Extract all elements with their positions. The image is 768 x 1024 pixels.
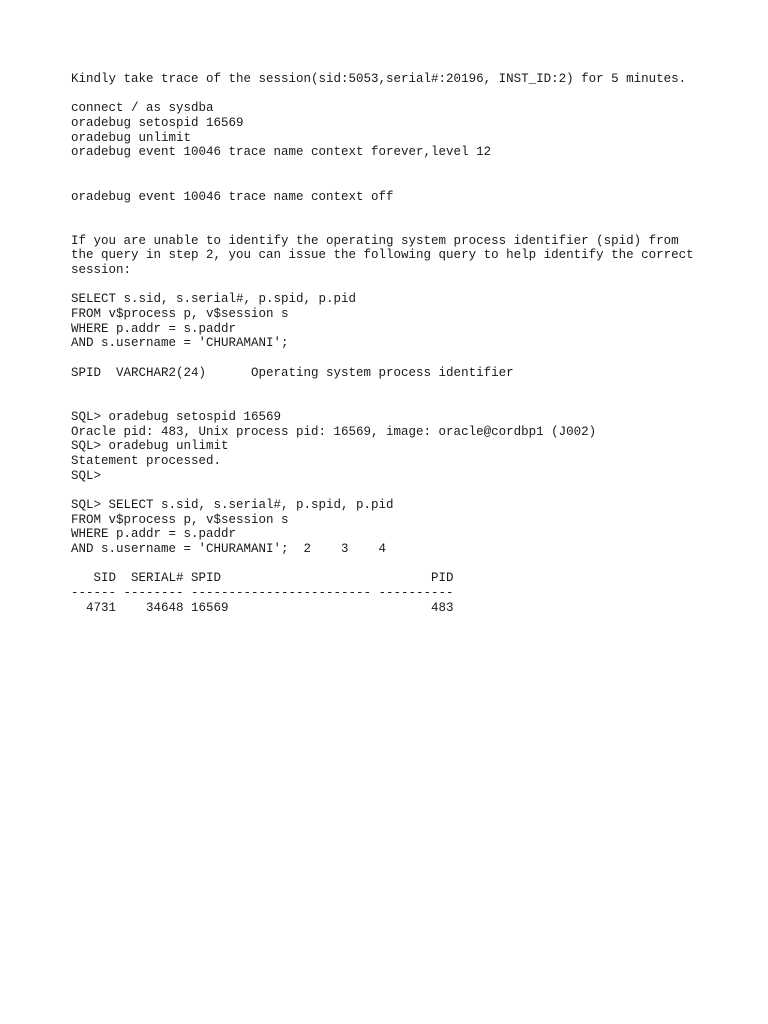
blank-line [71,380,731,395]
blank-line [71,557,731,572]
column-description-line: SPID VARCHAR2(24) Operating system process identifier [71,365,514,380]
sql-query-line: FROM v$process p, v$session s [71,307,289,321]
sql-query-line: SELECT s.sid, s.serial#, p.spid, p.pid [71,292,357,307]
command-line: oradebug event 10046 trace name context forever,level 12 [71,145,492,160]
command-line: oradebug setospid 16569 [71,116,244,131]
console-output-line: SQL> oradebug setospid 16569 [71,409,282,424]
command-line: oradebug unlimit [71,130,192,145]
console-output-line: SQL> SELECT s.sid, s.serial#, p.spid, p.pid [71,497,394,512]
blank-line [71,160,731,175]
console-output-line: Statement processed. [71,453,222,468]
result-separator-row: ------ -------- ------------------------ ---------- [71,586,454,601]
result-header-row: SID SERIAL# SPID PID [71,571,454,586]
console-output-line: SQL> oradebug unlimit [71,439,229,454]
command-line: connect / as sysdba [71,101,214,116]
blank-line [71,278,731,293]
blank-line [71,351,731,366]
explanation-line: If you are unable to identify the operating system process identifier (spid) from [71,233,679,248]
command-line: oradebug event 10046 trace name context off [71,189,394,204]
blank-line [71,204,731,219]
console-output-line: Oracle pid: 483, Unix process pid: 16569, image: oracle@cordbp1 (J002) [71,424,597,439]
intro-request-line: Kindly take trace of the session(sid:5053,serial#:20196, INST_ID:2) for 5 minutes. [71,72,687,86]
explanation-line: the query in step 2, you can issue the following query to help identify the correct [71,248,694,263]
console-output-line: SQL> [71,468,102,483]
explanation-line: session: [71,262,132,277]
blank-line [71,175,731,190]
console-output-line: AND s.username = 'CHURAMANI'; 2 3 4 [71,542,387,556]
blank-line [71,87,731,102]
console-output-line: WHERE p.addr = s.paddr [71,527,237,542]
sql-query-line: WHERE p.addr = s.paddr [71,321,237,336]
blank-line [71,219,731,234]
blank-line [71,395,731,410]
sql-query-line: AND s.username = 'CHURAMANI'; [71,336,289,351]
result-data-row: 4731 34648 16569 483 [71,600,454,615]
blank-line [71,483,731,498]
document-body [71,72,731,615]
console-output-line: FROM v$process p, v$session s [71,512,289,527]
